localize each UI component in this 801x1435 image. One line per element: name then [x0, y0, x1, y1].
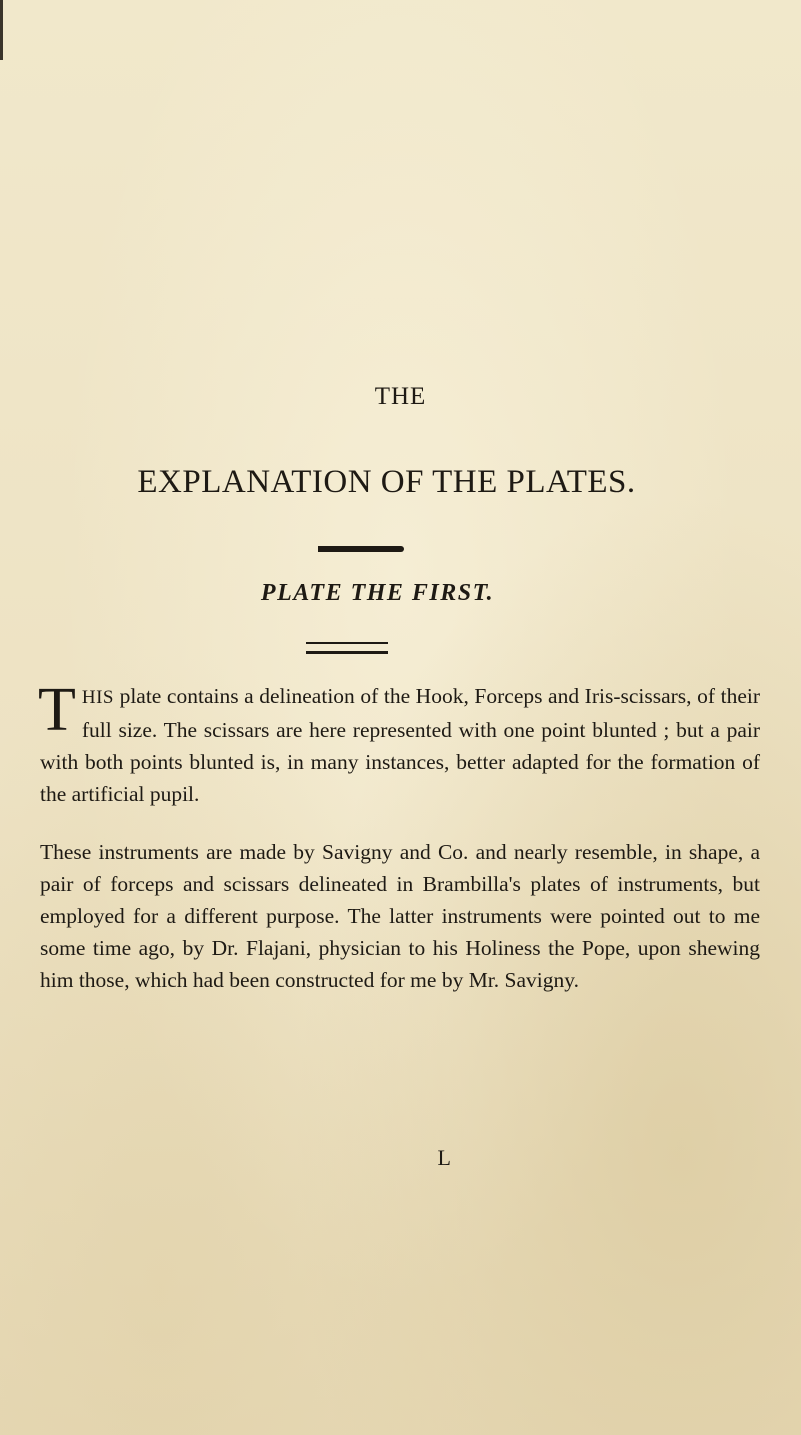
page-edge: [0, 0, 3, 60]
drop-cap-rest: HIS: [81, 687, 114, 708]
paragraph-1-text: plate contains a delineation of the Hook, Forceps and Iris-scissars, of their full size. The scissars are here represented with one point blunted ; but a pair with both points blunted is, in many instances, better adapted for the formation of the artificial pupil.: [40, 684, 760, 806]
body-text: [38, 676, 760, 996]
drop-cap: T: [38, 676, 76, 744]
running-head: THE: [374, 383, 427, 410]
paragraph-2: These instruments are made by Savigny and Co. and nearly resemble, in shape, a pair of forceps and scissars delineated in Brambilla's plates of instruments, but employed for a different purpose. The latter instruments were pointed out to me some time ago, by Dr. Flajani, physician to his Holiness the Pope, upon shewing him those, which had been constructed for me by Mr. Savigny.: [40, 840, 760, 992]
catchword: L: [437, 1145, 451, 1170]
ornamental-rule-double: [306, 642, 388, 654]
plate-subtitle: PLATE THE FIRST.: [260, 580, 495, 606]
paragraph-1: [38, 676, 760, 810]
ornamental-rule-thick: [318, 546, 404, 552]
page-title: EXPLANATION OF THE PLATES.: [137, 464, 636, 500]
